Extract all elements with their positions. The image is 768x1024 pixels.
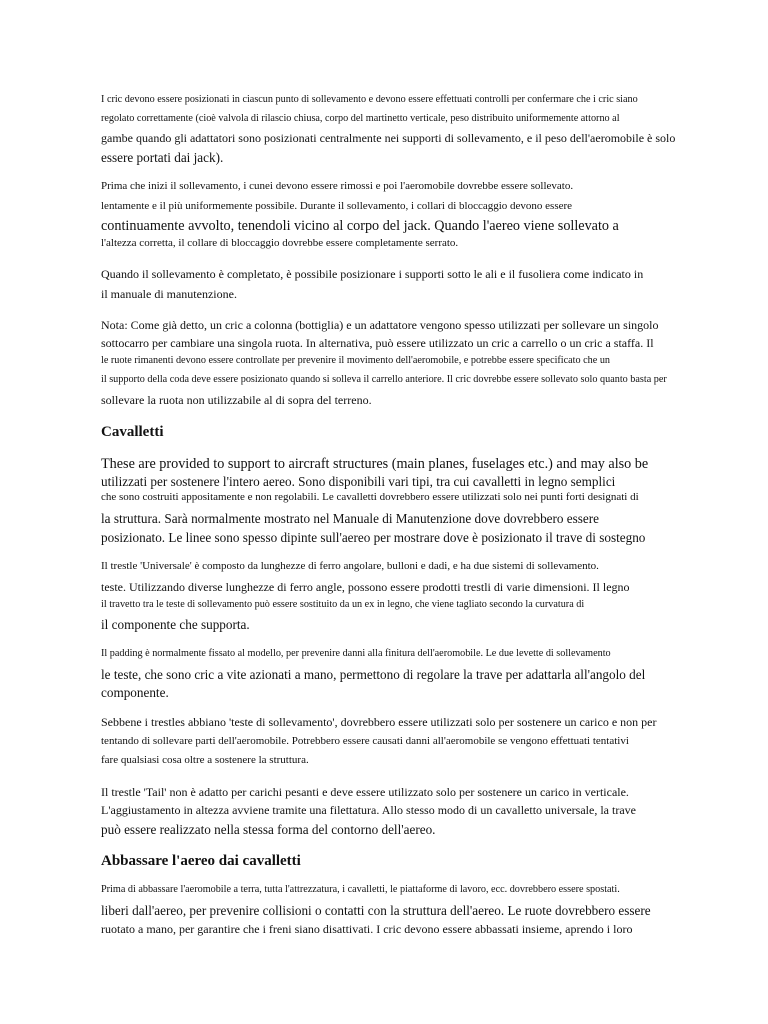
text-line: Quando il sollevamento è completato, è possibile posizionare i supporti sotto le ali e il fusoliera come indicato in (101, 267, 644, 281)
text-line: può essere realizzato nella stessa forma del contorno dell'aereo. (101, 822, 436, 837)
text-line: tentando di sollevare parti dell'aeromobile. Potrebbero essere causati danni all'aeromobile se vengono effettuati tentativi (101, 735, 629, 747)
text-line: il travetto tra le teste di sollevamento può essere sostituito da un ex in legno, che viene tagliato secondo la curvatura di (101, 599, 585, 610)
text-line: componente. (101, 685, 169, 700)
text-line: These are provided to support to aircraft structures (main planes, fuselages etc.) and may also be (101, 456, 649, 472)
text-line: le ruote rimanenti devono essere controllate per prevenire il movimento dell'aeromobile, e potrebbe essere specificato che un (101, 355, 611, 366)
text-line: la struttura. Sarà normalmente mostrato nel Manuale di Manutenzione dove dovrebbero essere (101, 511, 600, 526)
text-line: Prima che inizi il sollevamento, i cunei devono essere rimossi e poi l'aeromobile dovrebbe essere sollevato. (101, 180, 574, 192)
section-heading: Cavalletti (101, 424, 164, 440)
text-line: sollevare la ruota non utilizzabile al di sopra del terreno. (101, 393, 372, 407)
text-line: teste. Utilizzando diverse lunghezze di ferro angle, possono essere prodotti trestli di varie dimensioni. Il legno (101, 580, 630, 594)
text-line: il manuale di manutenzione. (101, 287, 237, 301)
text-line: il supporto della coda deve essere posizionato quando si solleva il carrello anteriore. Il cric dovrebbe essere sollevato solo quanto basta per (101, 374, 667, 385)
text-line: posizionato. Le linee sono spesso dipinte sull'aereo per mostrare dove è posizionato il trave di sostegno (101, 530, 646, 545)
text-line: il componente che supporta. (101, 617, 250, 632)
text-line: che sono costruiti appositamente e non regolabili. Le cavalletti dovrebbero essere utilizzati solo nei punti forti designati di (101, 491, 639, 503)
text-line: L'aggiustamento in altezza avviene tramite una filettatura. Allo stesso modo di un cavalletto universale, la trave (101, 803, 636, 817)
text-line: Il trestle 'Tail' non è adatto per carichi pesanti e deve essere utilizzato solo per sostenere un carico in verticale. (101, 785, 629, 799)
text-line: le teste, che sono cric a vite azionati a mano, permettono di regolare la trave per adattarla all'angolo del (101, 667, 646, 682)
text-line: continuamente avvolto, tenendoli vicino al corpo del jack. Quando l'aereo viene sollevato a (101, 218, 619, 234)
text-line: Sebbene i trestles abbiano 'teste di sollevamento', dovrebbero essere utilizzati solo per sostenere un carico e non per (101, 715, 657, 729)
text-line: utilizzati per sostenere l'intero aereo. Sono disponibili vari tipi, tra cui cavalletti in legno semplici (101, 474, 616, 489)
text-line: ruotato a mano, per garantire che i freni siano disattivati. I cric devono essere abbassati insieme, aprendo i loro (101, 922, 633, 936)
section-heading: Abbassare l'aereo dai cavalletti (101, 853, 301, 869)
text-line: Prima di abbassare l'aeromobile a terra, tutta l'attrezzatura, i cavalletti, le piattaforme di lavoro, ecc. dovrebbero essere spostati. (101, 884, 620, 895)
text-line: Il padding è normalmente fissato al modello, per prevenire danni alla finitura dell'aeromobile. Le due levette di sollevamento (101, 648, 611, 659)
text-line: regolato correttamente (cioè valvola di rilascio chiusa, corpo del martinetto verticale, peso distribuito uniformemente attorno al (101, 113, 620, 124)
text-line: l'altezza corretta, il collare di bloccaggio dovrebbe essere completamente serrato. (101, 237, 459, 249)
text-line: essere portati dai jack). (101, 150, 224, 165)
text-line: Il trestle 'Universale' è composto da lunghezze di ferro angolare, bulloni e dadi, e ha due sistemi di sollevamento. (101, 560, 599, 572)
text-line: liberi dall'aereo, per prevenire collisioni o contatti con la struttura dell'aereo. Le ruote dovrebbero essere (101, 903, 651, 918)
text-line: Nota: Come già detto, un cric a colonna (bottiglia) e un adattatore vengono spesso utilizzati per sollevare un singolo (101, 318, 659, 332)
text-line: fare qualsiasi cosa oltre a sostenere la struttura. (101, 754, 309, 766)
text-line: sottocarro per cambiare una singola ruota. In alternativa, può essere utilizzato un cric a carrello o un cric a staffa. Il (101, 336, 654, 350)
text-line: I cric devono essere posizionati in ciascun punto di sollevamento e devono essere effettuati controlli per confermare che i cric siano (101, 94, 638, 105)
text-line: gambe quando gli adattatori sono posizionati centralmente nei supporti di sollevamento, e il peso dell'aeromobile è solo (101, 131, 676, 145)
text-line: lentamente e il più uniformemente possibile. Durante il sollevamento, i collari di bloccaggio devono essere (101, 200, 573, 212)
